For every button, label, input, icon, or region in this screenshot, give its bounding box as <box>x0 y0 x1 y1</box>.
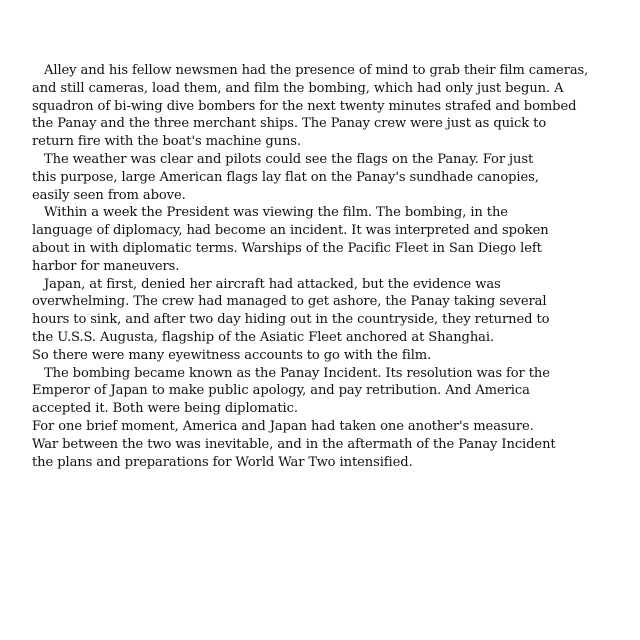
text-line: The weather was clear and pilots could see the flags on the Panay. For just <box>44 151 534 167</box>
text-line: the Panay and the three merchant ships. The Panay crew were just as quick to <box>32 116 547 132</box>
text-line: Within a week the President was viewing the film. The bombing, in the <box>44 205 508 221</box>
text-line: this purpose, large American flags lay flat on the Panay's sundhade canopies, <box>32 169 539 185</box>
text-line: about in with diplomatic terms. Warships of the Pacific Fleet in San Diego left <box>32 240 542 256</box>
text-line: Japan, at first, denied her aircraft had attacked, but the evidence was <box>44 276 501 292</box>
text-line: So there were many eyewitness accounts to go with the film. <box>32 347 432 363</box>
text-line: hours to sink, and after two day hiding out in the countryside, they returned to <box>32 312 550 328</box>
text-line: return fire with the boat's machine guns. <box>32 134 301 150</box>
text-line: War between the two was inevitable, and in the aftermath of the Panay Incident <box>32 436 556 452</box>
text-line: easily seen from above. <box>32 187 186 203</box>
text-line: and still cameras, load them, and film the bombing, which had only just begun. A <box>32 80 564 96</box>
text-line: The bombing became known as the Panay Incident. Its resolution was for the <box>44 365 550 381</box>
text-line: the U.S.S. Augusta, flagship of the Asiatic Fleet anchored at Shanghai. <box>32 329 495 345</box>
text-line: the plans and preparations for World War Two intensified. <box>32 454 413 470</box>
text-line: harbor for maneuvers. <box>32 258 180 274</box>
text-line: squadron of bi-wing dive bombers for the next twenty minutes strafed and bombed <box>32 98 577 114</box>
document-body <box>32 62 612 471</box>
text-line: Emperor of Japan to make public apology, and pay retribution. And America <box>32 383 530 399</box>
text-line: Alley and his fellow newsmen had the presence of mind to grab their film cameras, <box>44 63 589 78</box>
text-line: For one brief moment, America and Japan had taken one another's measure. <box>32 418 534 434</box>
text-line: overwhelming. The crew had managed to get ashore, the Panay taking several <box>32 294 547 310</box>
text-line: accepted it. Both were being diplomatic. <box>32 401 298 417</box>
text-line: language of diplomacy, had become an incident. It was interpreted and spoken <box>32 223 549 239</box>
